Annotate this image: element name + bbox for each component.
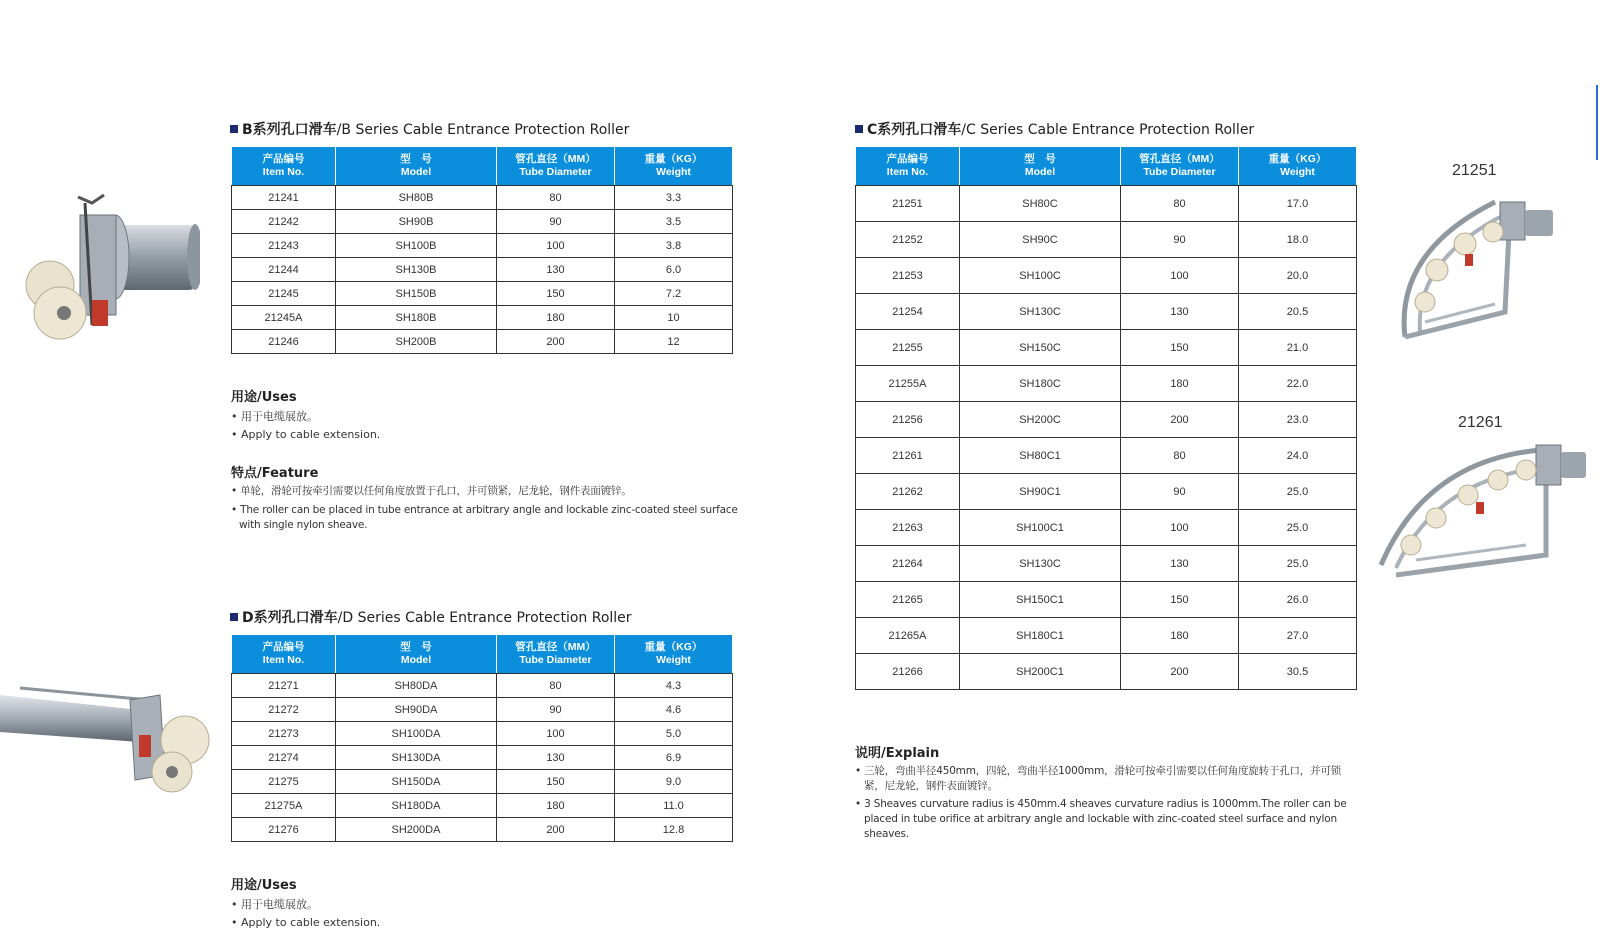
- table-cell: 24.0: [1239, 438, 1357, 474]
- table-cell: 21271: [232, 674, 336, 698]
- table-cell: SH150C: [960, 330, 1121, 366]
- table-cell: SH90C1: [960, 474, 1121, 510]
- b-uses-heading: 用途/Uses: [231, 390, 297, 405]
- table-row: [232, 282, 733, 306]
- d-series-table-body: [232, 674, 733, 842]
- table-cell: 90: [1121, 474, 1239, 510]
- table-cell: 21255: [856, 330, 960, 366]
- table-cell: 23.0: [1239, 402, 1357, 438]
- table-row: [232, 698, 733, 722]
- c-explain-line-1: • 三轮，弯曲半径450mm，四轮，弯曲半径1000mm，滑轮可按牵引需要以任何角度旋转于孔口，并可锁紧，尼龙轮，钢件表面镀锌。: [855, 765, 1342, 792]
- column-header: [615, 147, 733, 186]
- b-series-table-body: [232, 186, 733, 354]
- table-cell: 26.0: [1239, 582, 1357, 618]
- table-cell: 200: [1121, 402, 1239, 438]
- table-cell: SH180DA: [336, 794, 497, 818]
- table-cell: 21245: [232, 282, 336, 306]
- column-header-en: Tube Diameter: [519, 654, 592, 666]
- table-cell: 80: [1121, 186, 1239, 222]
- table-cell: SH150B: [336, 282, 497, 306]
- table-cell: 21241: [232, 186, 336, 210]
- c-explain-heading: 说明/Explain: [855, 746, 940, 761]
- table-cell: 12: [615, 330, 733, 354]
- table-cell: 130: [1121, 294, 1239, 330]
- table-row: [856, 402, 1357, 438]
- table-cell: 100: [1121, 510, 1239, 546]
- table-cell: 21273: [232, 722, 336, 746]
- column-header: [960, 147, 1121, 186]
- table-cell: SH100DA: [336, 722, 497, 746]
- column-header-en: Model: [1024, 166, 1056, 178]
- c-roller-3-sheave-photo-icon: [1385, 192, 1570, 347]
- table-cell: SH200B: [336, 330, 497, 354]
- d-roller-photo-icon: [0, 680, 215, 800]
- table-row: [856, 510, 1357, 546]
- column-header: [615, 635, 733, 674]
- table-cell: 130: [497, 746, 615, 770]
- table-cell: 180: [1121, 366, 1239, 402]
- table-cell: 21255A: [856, 366, 960, 402]
- table-cell: 21242: [232, 210, 336, 234]
- column-header-cn: 型 号: [1024, 153, 1056, 165]
- table-row: [232, 306, 733, 330]
- table-cell: 150: [497, 282, 615, 306]
- table-cell: 180: [497, 794, 615, 818]
- table-cell: 25.0: [1239, 510, 1357, 546]
- table-cell: 21265A: [856, 618, 960, 654]
- title-square-icon: [230, 125, 238, 133]
- table-row: [856, 618, 1357, 654]
- b-series-table-head: [232, 147, 733, 186]
- table-cell: 180: [497, 306, 615, 330]
- table-cell: SH150C1: [960, 582, 1121, 618]
- table-cell: 20.5: [1239, 294, 1357, 330]
- table-cell: SH130DA: [336, 746, 497, 770]
- table-cell: 12.8: [615, 818, 733, 842]
- column-header-en: Model: [400, 654, 432, 666]
- table-cell: SH200C: [960, 402, 1121, 438]
- table-cell: 21272: [232, 698, 336, 722]
- column-header: [336, 635, 497, 674]
- table-cell: 21244: [232, 258, 336, 282]
- column-header: [1121, 147, 1239, 186]
- table-cell: 21263: [856, 510, 960, 546]
- table-cell: 21275: [232, 770, 336, 794]
- table-row: [232, 234, 733, 258]
- table-cell: 7.2: [615, 282, 733, 306]
- table-cell: SH100C: [960, 258, 1121, 294]
- table-row: [856, 438, 1357, 474]
- b-feature-line-1: • 单轮，滑轮可按牵引需要以任何角度放置于孔口，并可锁紧，尼龙轮，钢件表面镀锌。: [231, 485, 632, 497]
- column-header: [856, 147, 960, 186]
- c-series-title: C系列孔口滑车/C Series Cable Entrance Protection Roller: [855, 119, 1254, 139]
- table-row: [232, 258, 733, 282]
- table-cell: 6.9: [615, 746, 733, 770]
- d-uses-line-1: • 用于电缆展放。: [231, 898, 318, 911]
- table-cell: 100: [1121, 258, 1239, 294]
- table-header-row: [232, 147, 733, 186]
- c-image-label-21261: 21261: [1458, 414, 1503, 431]
- column-header: [1239, 147, 1357, 186]
- c-image-label-21251: 21251: [1452, 162, 1497, 179]
- table-cell: 21275A: [232, 794, 336, 818]
- c-explain-line-2: • 3 Sheaves curvature radius is 450mm.4 sheaves curvature radius is 1000mm.The roller can be placed in tube orifice at arbitrary angle and lockable with zinc-coated steel surface and nylon sheaves.: [855, 798, 1347, 840]
- table-row: [856, 546, 1357, 582]
- table-cell: 90: [497, 698, 615, 722]
- table-cell: SH80C1: [960, 438, 1121, 474]
- table-cell: 21265: [856, 582, 960, 618]
- table-row: [856, 474, 1357, 510]
- b-feature-heading: 特点/Feature: [231, 466, 319, 481]
- table-cell: 21251: [856, 186, 960, 222]
- column-header: [336, 147, 497, 186]
- table-cell: 5.0: [615, 722, 733, 746]
- title-square-icon: [855, 125, 863, 133]
- b-series-title: B系列孔口滑车/B Series Cable Entrance Protection Roller: [230, 119, 629, 139]
- table-cell: 80: [1121, 438, 1239, 474]
- table-cell: SH180C1: [960, 618, 1121, 654]
- table-cell: SH200C1: [960, 654, 1121, 690]
- table-row: [232, 746, 733, 770]
- column-header-cn: 管孔直径（MM）: [515, 641, 596, 653]
- table-cell: 20.0: [1239, 258, 1357, 294]
- column-header-en: Model: [400, 166, 432, 178]
- table-cell: 10: [615, 306, 733, 330]
- table-row: [232, 722, 733, 746]
- table-cell: 21252: [856, 222, 960, 258]
- table-row: [232, 210, 733, 234]
- table-cell: 18.0: [1239, 222, 1357, 258]
- table-row: [856, 294, 1357, 330]
- column-header-en: Tube Diameter: [519, 166, 592, 178]
- table-header-row: [856, 147, 1357, 186]
- table-cell: SH200DA: [336, 818, 497, 842]
- table-cell: 90: [1121, 222, 1239, 258]
- c-series-table: [855, 146, 1357, 690]
- column-header-cn: 产品编号: [262, 641, 305, 653]
- table-cell: SH150DA: [336, 770, 497, 794]
- table-cell: 150: [1121, 330, 1239, 366]
- table-cell: 21.0: [1239, 330, 1357, 366]
- b-roller-photo-icon: [20, 185, 200, 350]
- table-cell: 21246: [232, 330, 336, 354]
- table-cell: 27.0: [1239, 618, 1357, 654]
- column-header: [232, 635, 336, 674]
- table-cell: 3.8: [615, 234, 733, 258]
- table-cell: 21253: [856, 258, 960, 294]
- column-header-en: Weight: [656, 654, 691, 666]
- table-row: [856, 654, 1357, 690]
- column-header-cn: 产品编号: [262, 153, 305, 165]
- table-cell: 4.3: [615, 674, 733, 698]
- table-row: [856, 366, 1357, 402]
- table-cell: 3.3: [615, 186, 733, 210]
- table-cell: SH130C: [960, 294, 1121, 330]
- table-cell: SH130B: [336, 258, 497, 282]
- table-cell: 200: [497, 818, 615, 842]
- table-cell: 150: [497, 770, 615, 794]
- c-series-table-head: [856, 147, 1357, 186]
- table-row: [232, 330, 733, 354]
- table-cell: 21264: [856, 546, 960, 582]
- table-cell: 90: [497, 210, 615, 234]
- c-series-table-body: [856, 186, 1357, 690]
- table-cell: SH80B: [336, 186, 497, 210]
- table-cell: 130: [497, 258, 615, 282]
- table-cell: 21276: [232, 818, 336, 842]
- table-row: [232, 818, 733, 842]
- column-header-cn: 重量（KG）: [644, 153, 703, 165]
- table-cell: 200: [1121, 654, 1239, 690]
- table-row: [232, 674, 733, 698]
- title-square-icon: [230, 613, 238, 621]
- table-cell: 25.0: [1239, 546, 1357, 582]
- table-cell: 80: [497, 674, 615, 698]
- b-series-table: [231, 146, 733, 354]
- c-roller-4-sheave-photo-icon: [1376, 440, 1591, 595]
- table-cell: 21266: [856, 654, 960, 690]
- column-header-en: Weight: [656, 166, 691, 178]
- table-cell: 21261: [856, 438, 960, 474]
- column-header: [497, 147, 615, 186]
- column-header-cn: 型 号: [400, 641, 432, 653]
- d-series-table: [231, 634, 733, 842]
- d-series-title: D系列孔口滑车/D Series Cable Entrance Protection Roller: [230, 607, 632, 627]
- d-uses-heading: 用途/Uses: [231, 878, 297, 893]
- table-cell: SH100C1: [960, 510, 1121, 546]
- table-cell: 6.0: [615, 258, 733, 282]
- table-cell: 21274: [232, 746, 336, 770]
- column-header-en: Item No.: [262, 654, 305, 666]
- b-uses-line-1: • 用于电缆展放。: [231, 410, 318, 423]
- column-header: [497, 635, 615, 674]
- table-cell: 180: [1121, 618, 1239, 654]
- column-header-en: Item No.: [262, 166, 305, 178]
- table-cell: 4.6: [615, 698, 733, 722]
- page-edge-mark: [1596, 85, 1598, 160]
- table-cell: 30.5: [1239, 654, 1357, 690]
- column-header-cn: 型 号: [400, 153, 432, 165]
- table-cell: 22.0: [1239, 366, 1357, 402]
- column-header-cn: 重量（KG）: [644, 641, 703, 653]
- column-header-en: Weight: [1280, 166, 1315, 178]
- table-row: [856, 222, 1357, 258]
- table-cell: SH90B: [336, 210, 497, 234]
- b-feature-line-2: • The roller can be placed in tube entrance at arbitrary angle and lockable zinc-coated steel surface with single nylon sheave.: [231, 504, 738, 531]
- table-row: [232, 794, 733, 818]
- table-cell: SH90DA: [336, 698, 497, 722]
- table-row: [232, 186, 733, 210]
- table-cell: SH80DA: [336, 674, 497, 698]
- table-row: [232, 770, 733, 794]
- table-cell: SH100B: [336, 234, 497, 258]
- column-header-cn: 重量（KG）: [1268, 153, 1327, 165]
- table-cell: 11.0: [615, 794, 733, 818]
- b-uses-line-2: • Apply to cable extension.: [231, 428, 381, 441]
- table-row: [856, 186, 1357, 222]
- column-header-cn: 产品编号: [886, 153, 929, 165]
- table-cell: 21254: [856, 294, 960, 330]
- table-cell: 3.5: [615, 210, 733, 234]
- column-header-cn: 管孔直径（MM）: [1139, 153, 1220, 165]
- table-row: [856, 330, 1357, 366]
- table-cell: 17.0: [1239, 186, 1357, 222]
- table-cell: 100: [497, 722, 615, 746]
- table-cell: SH80C: [960, 186, 1121, 222]
- table-cell: 200: [497, 330, 615, 354]
- column-header-en: Item No.: [886, 166, 929, 178]
- table-cell: 80: [497, 186, 615, 210]
- column-header-cn: 管孔直径（MM）: [515, 153, 596, 165]
- table-cell: 100: [497, 234, 615, 258]
- table-cell: 25.0: [1239, 474, 1357, 510]
- table-cell: SH130C: [960, 546, 1121, 582]
- table-cell: 21245A: [232, 306, 336, 330]
- table-cell: 130: [1121, 546, 1239, 582]
- table-cell: 21256: [856, 402, 960, 438]
- column-header: [232, 147, 336, 186]
- table-header-row: [232, 635, 733, 674]
- table-cell: 150: [1121, 582, 1239, 618]
- table-cell: 21243: [232, 234, 336, 258]
- table-row: [856, 258, 1357, 294]
- d-series-table-head: [232, 635, 733, 674]
- table-cell: 9.0: [615, 770, 733, 794]
- table-row: [856, 582, 1357, 618]
- table-cell: SH180B: [336, 306, 497, 330]
- table-cell: SH90C: [960, 222, 1121, 258]
- column-header-en: Tube Diameter: [1143, 166, 1216, 178]
- table-cell: SH180C: [960, 366, 1121, 402]
- d-uses-line-2: • Apply to cable extension.: [231, 916, 381, 929]
- table-cell: 21262: [856, 474, 960, 510]
